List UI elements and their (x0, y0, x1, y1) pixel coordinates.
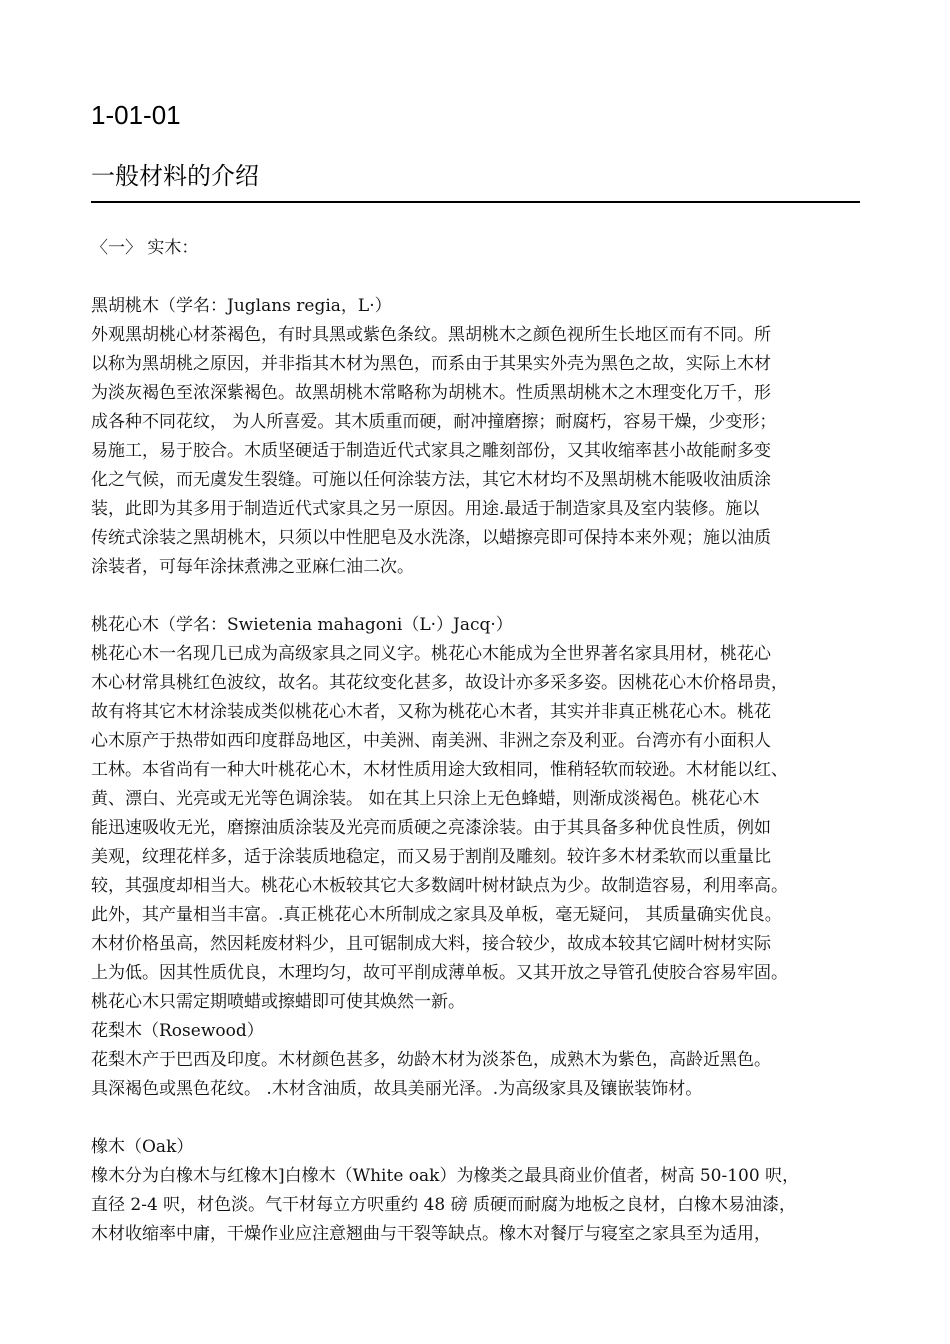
paragraph-line: 故有将其它木材涂装成类似桃花心木者，又称为桃花心木者，其实并非真正桃花心木。桃花 (91, 702, 771, 722)
paragraph-line: 上为低。因其性质优良，木理均匀，故可平削成薄单板。又其开放之导管孔使胶合容易牢固。 (91, 963, 788, 983)
paragraph-line: 能迅速吸收无光，磨擦油质涂装及光亮而质硬之亮漆涂装。由于其具备多种优良性质，例如 (91, 818, 771, 838)
paragraph-line: 化之气候，而无虞发生裂缝。可施以任何涂装方法，其它木材均不及黑胡桃木能吸收油质涂 (91, 470, 771, 490)
section-heading: 〈一〉 实木： (91, 238, 199, 258)
oak-heading: 橡木（Oak） (91, 1137, 194, 1157)
paragraph-line: 具深褐色或黑色花纹。 .木材含油质，故具美丽光泽。.为高级家具及镶嵌装饰材。 (91, 1079, 703, 1099)
spacer (91, 263, 871, 292)
spacer (91, 582, 871, 611)
document-title: 一般材料的介绍 (91, 162, 259, 190)
paragraph-line: 成各种不同花纹， 为人所喜爱。其木质重而硬，耐冲撞磨擦；耐腐朽，容易干燥，少变形； (91, 412, 777, 432)
paragraph-line: 装，此即为其多用于制造近代式家具之另一原因。用途.最适于制造家具及室内装修。施以 (91, 499, 760, 519)
paragraph-line: 外观黑胡桃心材茶褐色，有时具黑或紫色条纹。黑胡桃木之颜色视所生长地区而有不同。所 (91, 325, 771, 345)
paragraph-line: 木材收缩率中庸，干燥作业应注意翘曲与干裂等缺点。橡木对餐厅与寝室之家具至为适用， (91, 1224, 771, 1244)
title-divider (91, 201, 860, 203)
paragraph-line: 以称为黑胡桃之原因，并非指其木材为黑色，而系由于其果实外壳为黑色之故，实际上木材 (91, 354, 771, 374)
paragraph-line: 黄、漂白、光亮或无光等色调涂装。 如在其上只涂上无色蜂蜡，则渐成淡褐色。桃花心木 (91, 789, 760, 809)
paragraph-line: 桃花心木一名现几已成为高级家具之同义字。桃花心木能成为全世界著名家具用材，桃花心 (91, 644, 771, 664)
paragraph-line: 美观，纹理花样多，适于涂装质地稳定，而又易于割削及雕刻。较许多木材柔软而以重量比 (91, 847, 771, 867)
paragraph-line: 涂装者，可每年涂抹煮沸之亚麻仁油二次。 (91, 557, 414, 577)
paragraph-line: 工林。本省尚有一种大叶桃花心木，木材性质用途大致相同，惟稍轻软而较逊。木材能以红、 (91, 760, 788, 780)
paragraph-line: 花梨木产于巴西及印度。木材颜色甚多，幼龄木材为淡茶色，成熟木为紫色，高龄近黑色。 (91, 1050, 771, 1070)
document-body (91, 234, 871, 1249)
paragraph-line: 直径 2-4 呎，材色淡。气干材每立方呎重约 48 磅 质硬而耐腐为地板之良材，白橡木易油漆， (91, 1195, 797, 1215)
paragraph-line: 橡木分为白橡木与红橡木]白橡木（White oak）为橡类之最具商业价值者，树高 50-100 呎， (91, 1166, 800, 1186)
paragraph-line: 易施工，易于胶合。木质坚硬适于制造近代式家具之雕刻部份，又其收缩率甚小故能耐多变 (91, 441, 771, 461)
spacer (91, 1104, 871, 1133)
paragraph-line: 为淡灰褐色至浓深紫褐色。故黑胡桃木常略称为胡桃木。性质黑胡桃木之木理变化万千，形 (91, 383, 771, 403)
document-code: 1-01-01 (91, 100, 181, 130)
paragraph-line: 心木原产于热带如西印度群岛地区，中美洲、南美洲、非洲之奈及利亚。台湾亦有小面积人 (91, 731, 771, 751)
rosewood-heading: 花梨木（Rosewood） (91, 1021, 264, 1041)
paragraph-line: 木心材常具桃红色波纹，故名。其花纹变化甚多，故设计亦多采多姿。因桃花心木价格昂贵， (91, 673, 788, 693)
paragraph-line: 桃花心木只需定期喷蜡或擦蜡即可使其焕然一新。 (91, 992, 465, 1012)
paragraph-line: 传统式涂装之黑胡桃木，只须以中性肥皂及水洗涤，以蜡擦亮即可保持本来外观；施以油质 (91, 528, 771, 548)
walnut-heading: 黑胡桃木（学名：Juglans regia，L·） (91, 296, 392, 316)
paragraph-line: 此外，其产量相当丰富。.真正桃花心木所制成之家具及单板，毫无疑问， 其质量确实优良。 (91, 905, 782, 925)
paragraph-line: 较，其强度却相当大。桃花心木板较其它大多数阔叶树材缺点为少。故制造容易，利用率高。 (91, 876, 788, 896)
paragraph-line: 木材价格虽高，然因耗废材料少，且可锯制成大料，接合较少，故成本较其它阔叶树材实际 (91, 934, 771, 954)
mahogany-heading: 桃花心木（学名：Swietenia mahagoni（L·）Jacq·） (91, 615, 513, 635)
